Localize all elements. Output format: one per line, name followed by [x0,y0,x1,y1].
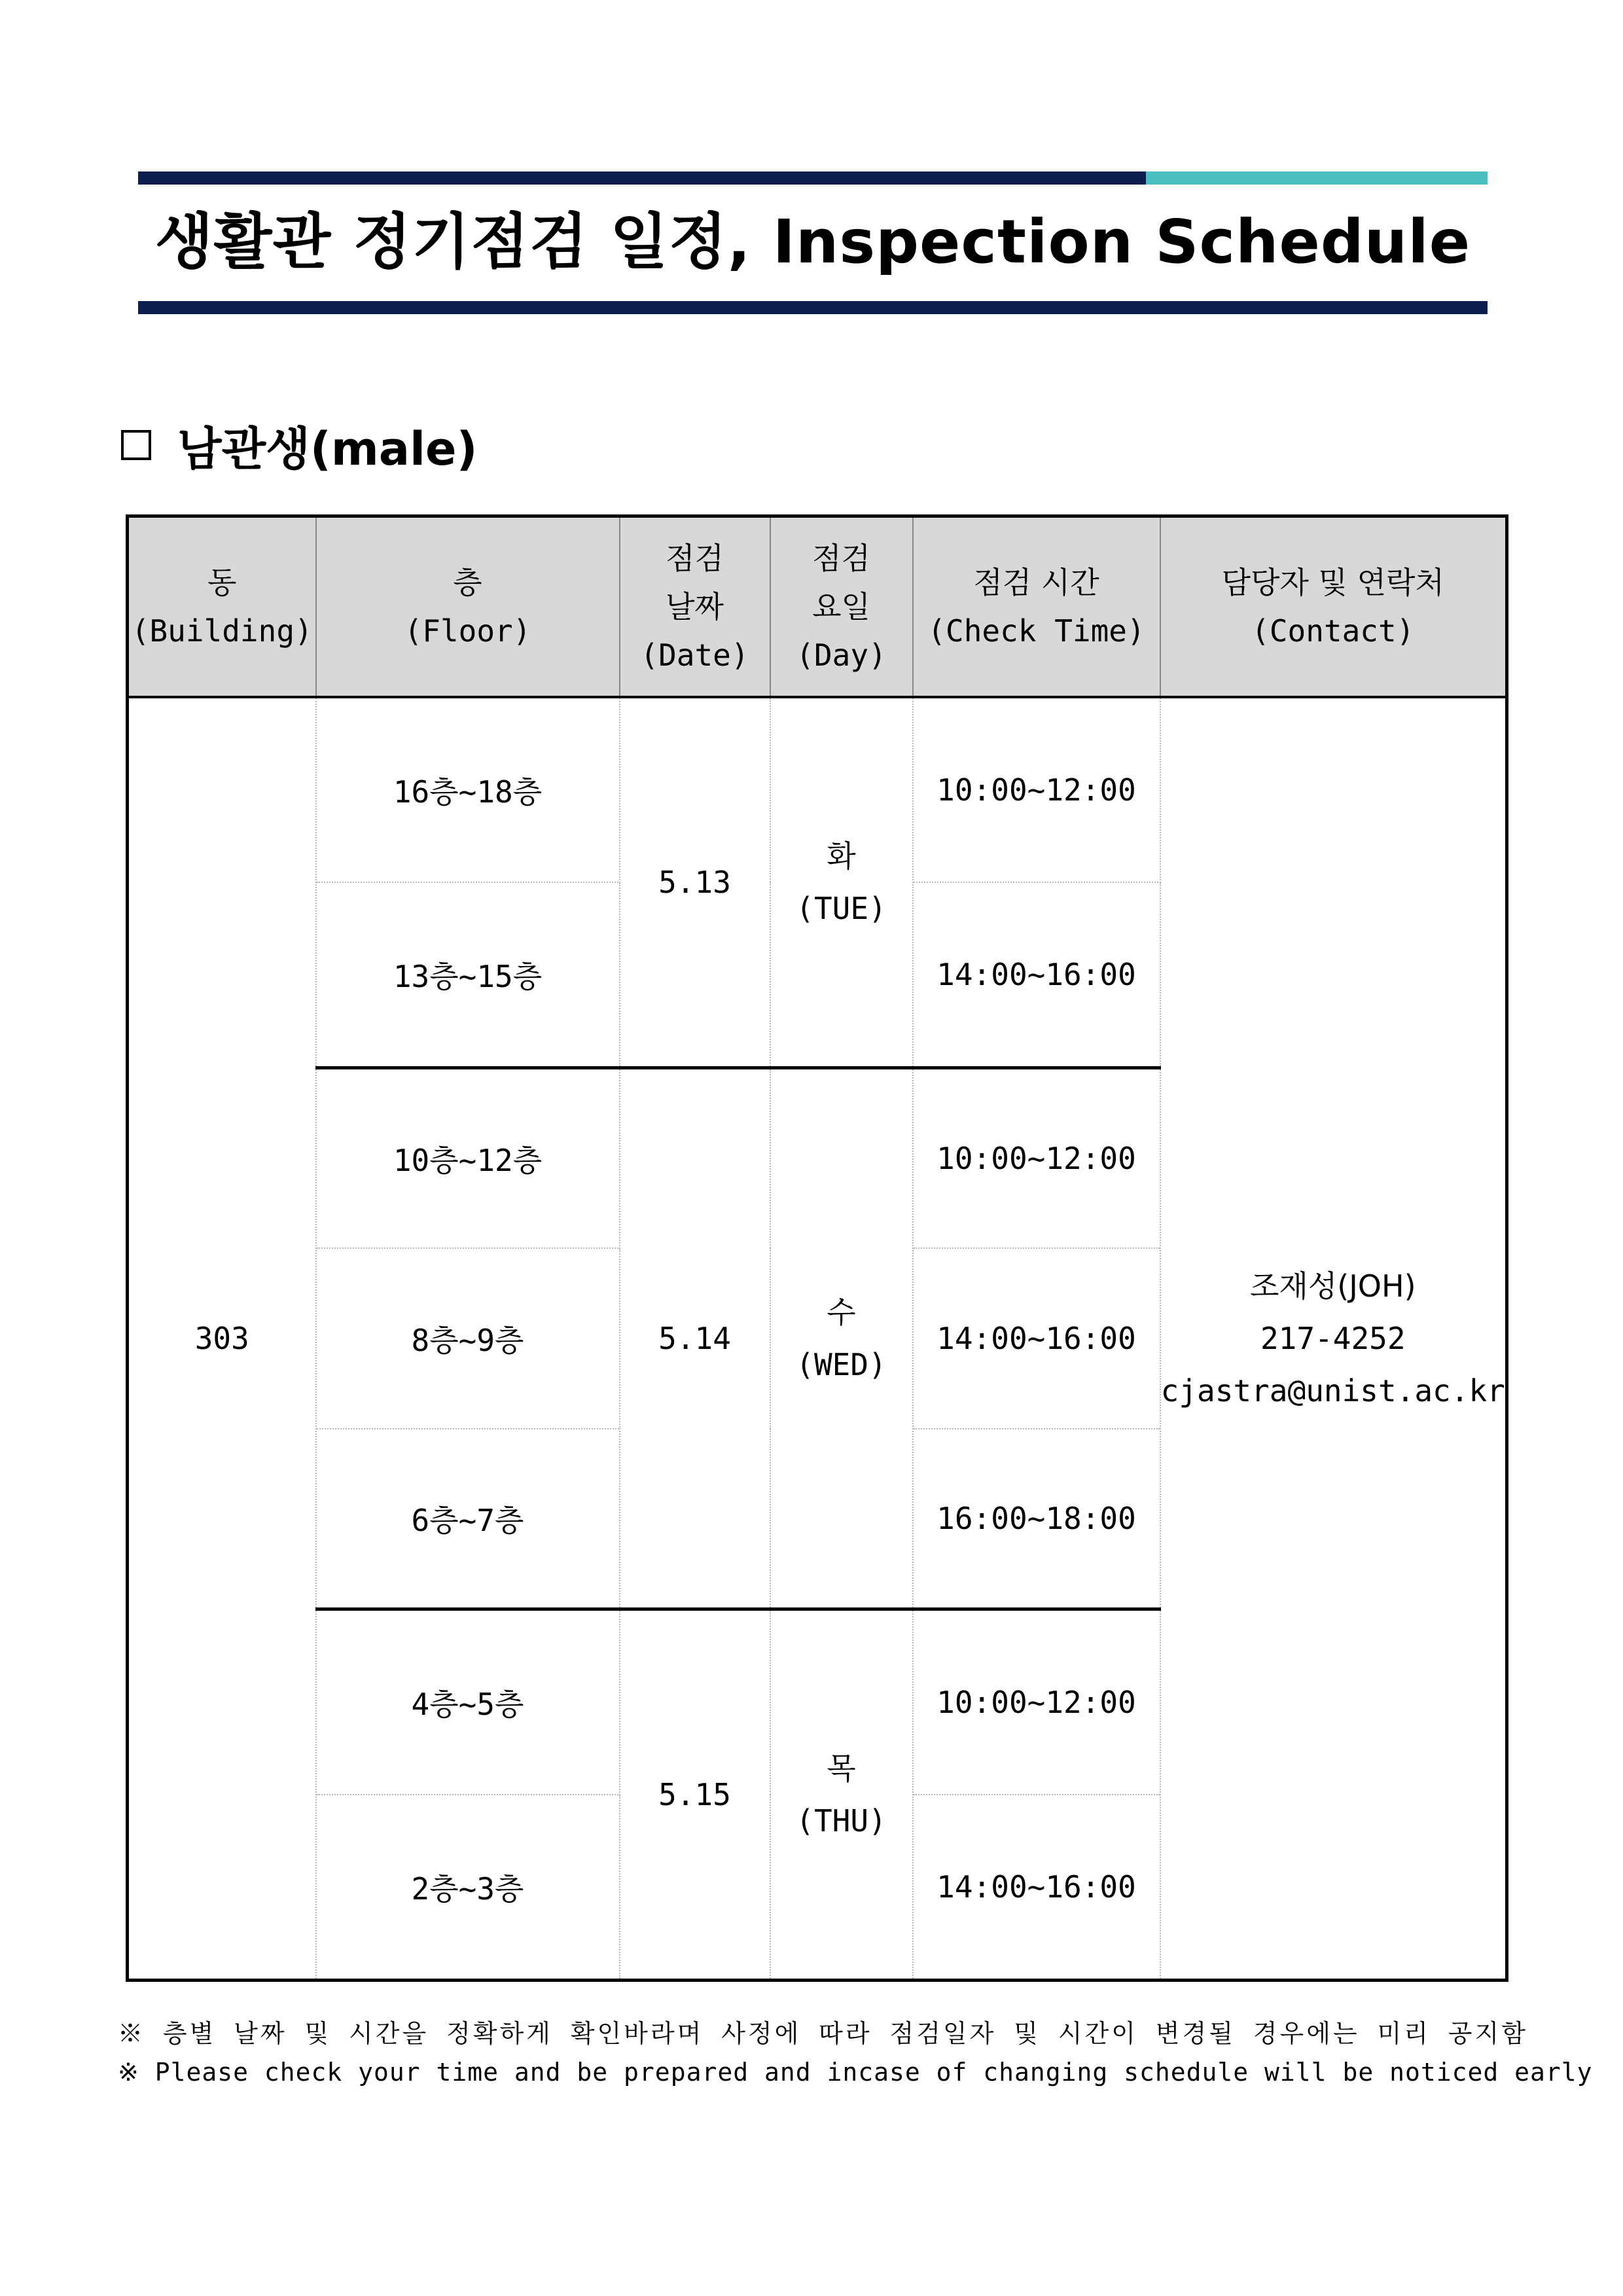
date-cell: 5.15 [620,1609,770,1980]
header-bar-teal [1146,171,1488,185]
date-cell: 5.13 [620,697,770,1068]
header-date: 점검 날짜 (Date) [620,516,770,697]
floor-cell: 4층~5층 [316,1609,620,1795]
header-bar-bottom [138,301,1488,314]
header-contact: 담당자 및 연락처 (Contact) [1160,516,1507,697]
time-cell: 10:00~12:00 [913,1609,1160,1795]
section-heading [121,412,478,478]
contact-cell: 조재성(JOH) 217-4252 cjastra@unist.ac.kr [1160,697,1507,1981]
checkbox-icon [121,430,151,460]
header-building: 동 (Building) [128,516,316,697]
floor-cell: 2층~3층 [316,1795,620,1981]
floor-cell: 8층~9층 [316,1248,620,1429]
header-time: 점검 시간 (Check Time) [913,516,1160,697]
time-cell: 14:00~16:00 [913,1795,1160,1981]
building-cell: 303 [128,697,316,1981]
page-title: 생활관 정기점검 일정, Inspection Schedule [154,207,1471,277]
note-english: ※ Please check your time and be prepared and incase of changing schedule will be noticed early [118,2058,1593,2087]
day-cell: 수 (WED) [770,1068,913,1609]
table-row [128,697,1507,883]
floor-cell: 6층~7층 [316,1429,620,1609]
time-cell: 10:00~12:00 [913,697,1160,883]
date-cell: 5.14 [620,1068,770,1609]
section-label: 남관생(male) [177,422,478,476]
day-cell: 목 (THU) [770,1609,913,1980]
header-bar-navy [138,171,1146,185]
note-korean: ※ 층별 날짜 및 시간을 정확하게 확인바라며 사정에 따라 점검일자 및 시간이 변경될 경우에는 미리 공지함 [118,2019,1528,2048]
header-floor: 층 (Floor) [316,516,620,697]
floor-cell: 10층~12층 [316,1068,620,1249]
header-day: 점검 요일 (Day) [770,516,913,697]
time-cell: 10:00~12:00 [913,1068,1160,1249]
schedule-table [126,514,1508,1982]
floor-cell: 13층~15층 [316,882,620,1068]
time-cell: 16:00~18:00 [913,1429,1160,1609]
time-cell: 14:00~16:00 [913,1248,1160,1429]
time-cell: 14:00~16:00 [913,882,1160,1068]
floor-cell: 16층~18층 [316,697,620,883]
table-header-row [128,516,1507,697]
day-cell: 화 (TUE) [770,697,913,1068]
